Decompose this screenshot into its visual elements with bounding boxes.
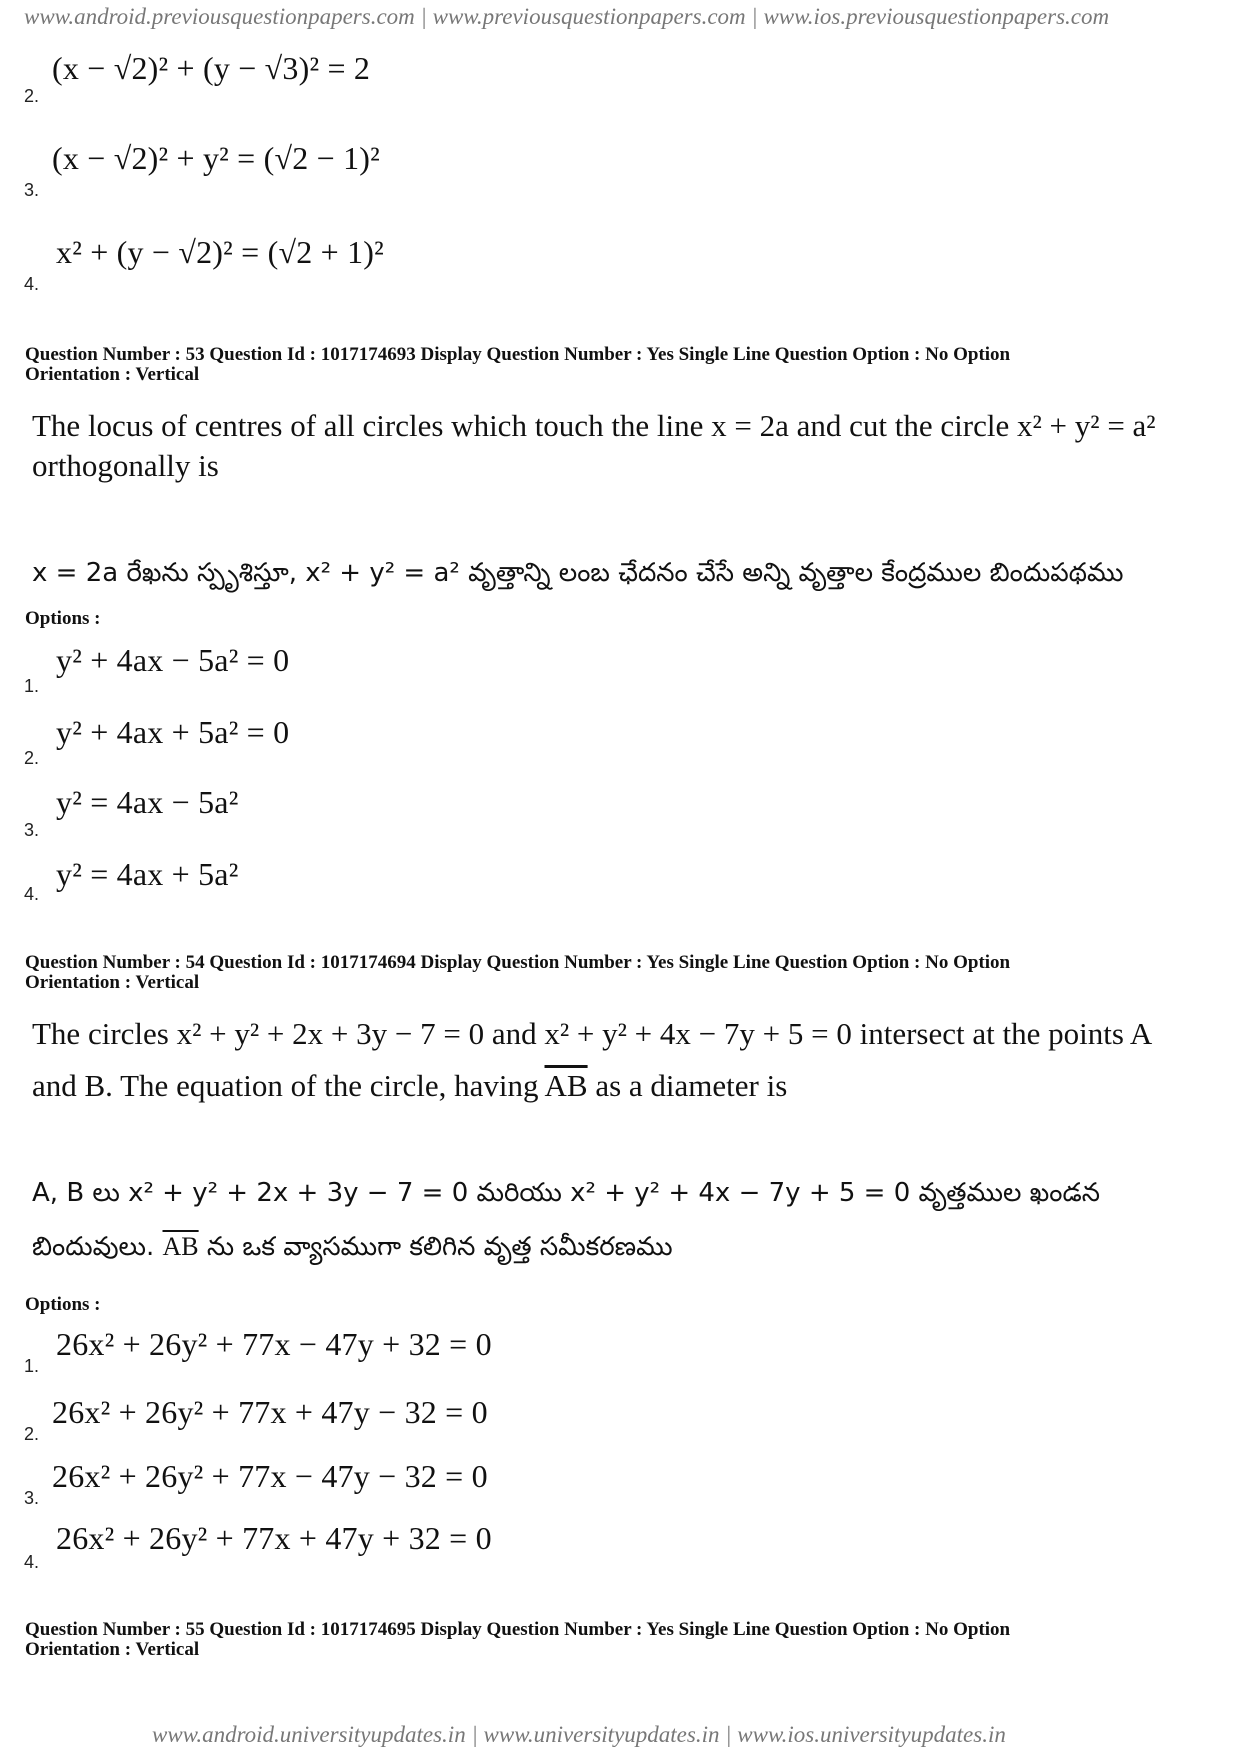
question-meta-line: Orientation : Vertical xyxy=(25,972,200,993)
option-number: 1. xyxy=(24,676,40,696)
question-text xyxy=(32,400,1222,492)
options-label: Options : xyxy=(25,608,101,629)
question-meta-line: Question Number : 53 Question Id : 1017174693 Display Question Number : Yes Single Line Question Option : No Option xyxy=(25,344,1011,365)
option-number: 4. xyxy=(24,884,40,904)
option-number: 2. xyxy=(24,1424,40,1444)
option-number: 3. xyxy=(24,180,40,200)
question-55-meta xyxy=(25,1620,1215,1660)
question-meta-line: Orientation : Vertical xyxy=(25,364,200,385)
telugu-fragment: ను ఒక వ్యాసముగా కలిగిన వృత్త సమీకరణము xyxy=(206,1232,673,1262)
question-text-fragment: and B. The equation of the circle, having xyxy=(32,1068,539,1103)
option-expression: y² = 4ax − 5a² xyxy=(56,784,239,820)
option-number: 2. xyxy=(24,748,40,768)
telugu-fragment: బిందువులు. xyxy=(32,1232,155,1262)
options-label: Options : xyxy=(25,1294,101,1315)
question-meta xyxy=(25,953,1215,993)
option-expression: 26x² + 26y² + 77x − 47y − 32 = 0 xyxy=(52,1458,488,1494)
question-text-line: The locus of centres of all circles which touch the line x = 2a and cut the circle x² + y² = a² xyxy=(32,408,1156,443)
option-expression: 26x² + 26y² + 77x + 47y + 32 = 0 xyxy=(56,1520,492,1556)
question-text-line: orthogonally is xyxy=(32,448,219,483)
question-text-telugu xyxy=(32,1166,1222,1274)
question-meta xyxy=(25,345,1215,385)
question-meta-line: Question Number : 55 Question Id : 1017174695 Display Question Number : Yes Single Line Question Option : No Option xyxy=(25,1619,1011,1640)
option-number: 3. xyxy=(24,820,40,840)
option-number: 2. xyxy=(24,86,40,106)
question-meta-line: Question Number : 54 Question Id : 1017174694 Display Question Number : Yes Single Line Question Option : No Option xyxy=(25,952,1011,973)
question-text-telugu: x = 2a రేఖను స్పృశిస్తూ, x² + y² = a² వృత్తాన్ని లంబ ఛేదనం చేసే అన్ని వృత్తాల కేంద్రముల బిందుపథము xyxy=(32,558,1124,588)
telugu-line: A, B లు x² + y² + 2x + 3y − 7 = 0 మరియు x² + y² + 4x − 7y + 5 = 0 వృత్తముల ఖండన xyxy=(32,1178,1100,1208)
option-expression: x² + (y − √2)² = (√2 + 1)² xyxy=(56,234,384,270)
header-watermark: www.android.previousquestionpapers.com | www.previousquestionpapers.com | www.ios.previousquestionpapers.com xyxy=(24,4,1110,29)
segment-ab: $\overline{AB}$ xyxy=(544,1068,588,1103)
question-text-line: The circles x² + y² + 2x + 3y − 7 = 0 and x² + y² + 4x − 7y + 5 = 0 intersect at the points A xyxy=(32,1016,1153,1051)
segment-ab: $\overline{AB}$ xyxy=(162,1232,199,1261)
question-text-fragment: as a diameter is xyxy=(595,1068,788,1103)
option-expression: 26x² + 26y² + 77x − 47y + 32 = 0 xyxy=(56,1326,492,1362)
option-expression: (x − √2)² + (y − √3)² = 2 xyxy=(52,50,371,86)
option-expression: y² = 4ax + 5a² xyxy=(56,856,239,892)
option-expression: 26x² + 26y² + 77x + 47y − 32 = 0 xyxy=(52,1394,488,1430)
question-text xyxy=(32,1008,1222,1112)
option-number: 3. xyxy=(24,1488,40,1508)
option-expression: (x − √2)² + y² = (√2 − 1)² xyxy=(52,140,380,176)
option-number: 4. xyxy=(24,1552,40,1572)
option-number: 4. xyxy=(24,274,40,294)
option-expression: y² + 4ax − 5a² = 0 xyxy=(56,642,290,678)
question-meta-line: Orientation : Vertical xyxy=(25,1639,200,1660)
footer-watermark: www.android.universityupdates.in | www.universityupdates.in | www.ios.universityupdates.in xyxy=(152,1722,1006,1747)
option-expression: y² + 4ax + 5a² = 0 xyxy=(56,714,290,750)
option-number: 1. xyxy=(24,1356,40,1376)
